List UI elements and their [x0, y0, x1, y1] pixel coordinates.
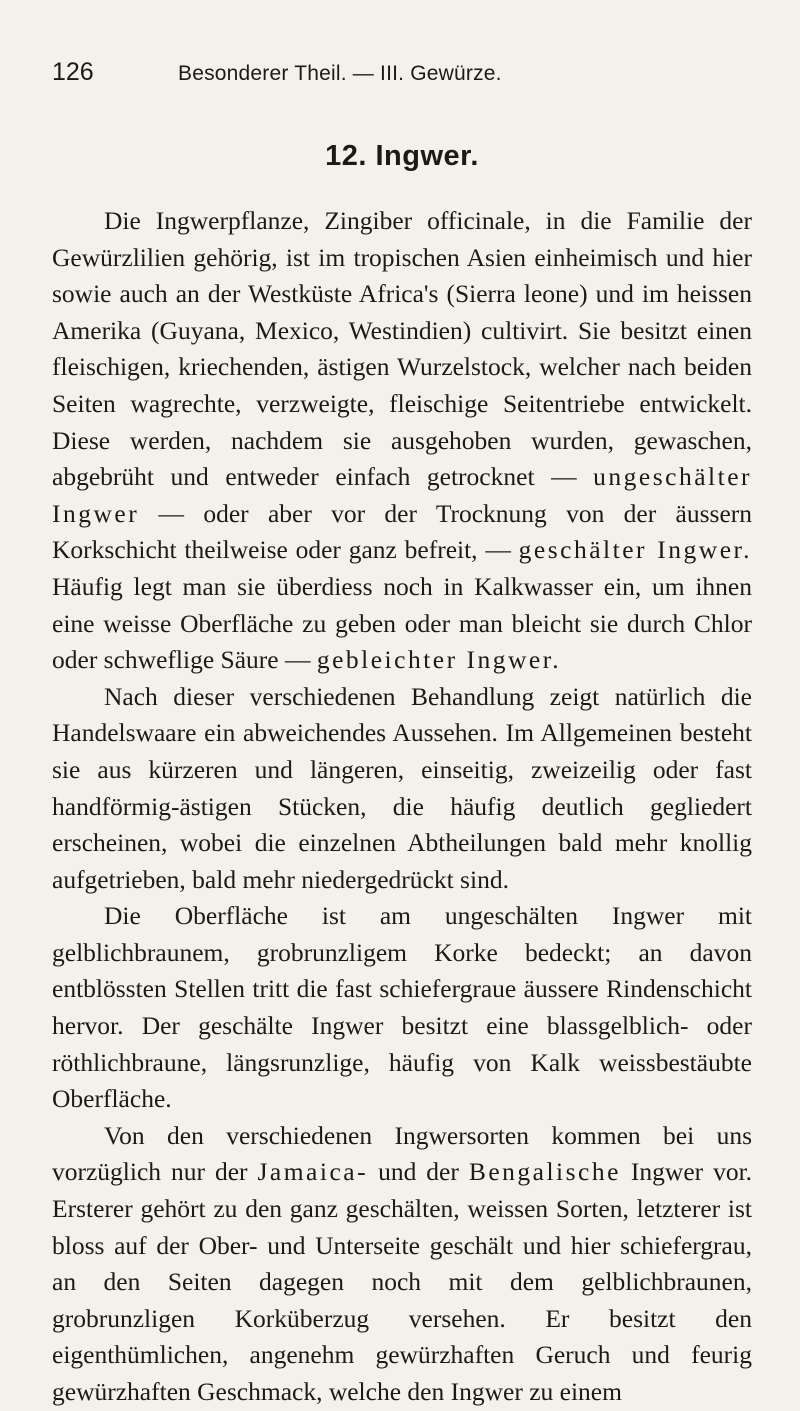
paragraph-1 [52, 203, 752, 679]
running-title: Besonderer Theil. — III. Gewürze. [178, 62, 502, 85]
term-geschaelter-ingwer: geschälter Ingwer. [518, 535, 752, 565]
paragraph-1-text-a: Die Ingwerpflanze, Zingiber officinale, in die Familie der Gewürzlilien gehörig, ist im tropischen Asien einheimisch und hier sowie auch an der Westküste Africa's (Sierra leone) und im heissen Amerika (Guyana, Mexico, Westindien) cultivirt. Sie besitzt einen fleischigen, kriechenden, ästigen Wurzelstock, welcher nach beiden Seiten wagrechte, verzweigte, fleischige Seitentriebe entwickelt. Diese werden, nachdem sie ausgehoben wurden, gewaschen, abgebrüht und entweder einfach getrocknet — [52, 206, 752, 492]
paragraph-3: Die Oberfläche ist am ungeschälten Ingwer mit gelblichbraunem, grobrunzligem Korke bedeckt; an davon entblössten Stellen tritt die fast schiefergraue äussere Rindenschicht hervor. Der geschälte Ingwer besitzt eine blassgelblich- oder röthlichbraune, längsrunzlige, häufig von Kalk weissbestäubte Oberfläche. [52, 901, 752, 1114]
section-title: 12. Ingwer. [325, 140, 479, 172]
paragraph-4-text-c: und der [378, 1157, 459, 1187]
term-gebleichter-ingwer: gebleichter Ingwer. [316, 645, 562, 675]
paragraph-1-text-e: Häufig legt man sie überdiess noch in Kalkwasser ein, um ihnen eine weisse Oberfläche zu geben oder man bleicht sie durch Chlor oder schweflige Säure — [52, 571, 752, 675]
paragraph-1-text-c: — oder aber vor der Trocknung von der äussern Korkschicht theilweise oder ganz befreit, — [52, 498, 753, 565]
paragraph-2: Nach dieser verschiedenen Behandlung zeigt natürlich die Handelswaare ein abweichendes Aussehen. Im Allgemeinen besteht sie aus kürzeren und längeren, einseitig, zweizeilig oder fast handförmig-ästigen Stücken, die häufig deutlich gegliedert erscheinen, wobei die einzelnen Abtheilungen bald mehr knollig aufgetrieben, bald mehr niedergedrückt sind. [52, 681, 752, 894]
term-bengalische: Bengalische [468, 1157, 621, 1187]
paragraph-4 [52, 1118, 752, 1411]
page-number: 126 [52, 58, 94, 86]
term-ungeschaelter-ingwer: ungeschälter Ingwer [52, 462, 753, 528]
term-jamaica: Jamaica- [257, 1157, 369, 1187]
body-text [52, 203, 752, 1411]
paragraph-4-text-e: Ingwer vor. Ersterer gehört zu den ganz geschälten, weissen Sorten, letzterer ist bloss auf der Ober- und Unterseite geschält und hier schiefergrau, an den Seiten dagegen noch mit dem gelblichbraunen, grobrunzligen Korküberzug versehen. Er besitzt den eigenthümlichen, angenehm gewürzhaften Geruch und feurig gewürzhaften Geschmack, welche den Ingwer zu einem [52, 1157, 753, 1406]
paragraph-4-text-a: Von den verschiedenen Ingwersorten kommen bei uns vorzüglich nur der [52, 1120, 752, 1187]
running-head [52, 60, 752, 100]
